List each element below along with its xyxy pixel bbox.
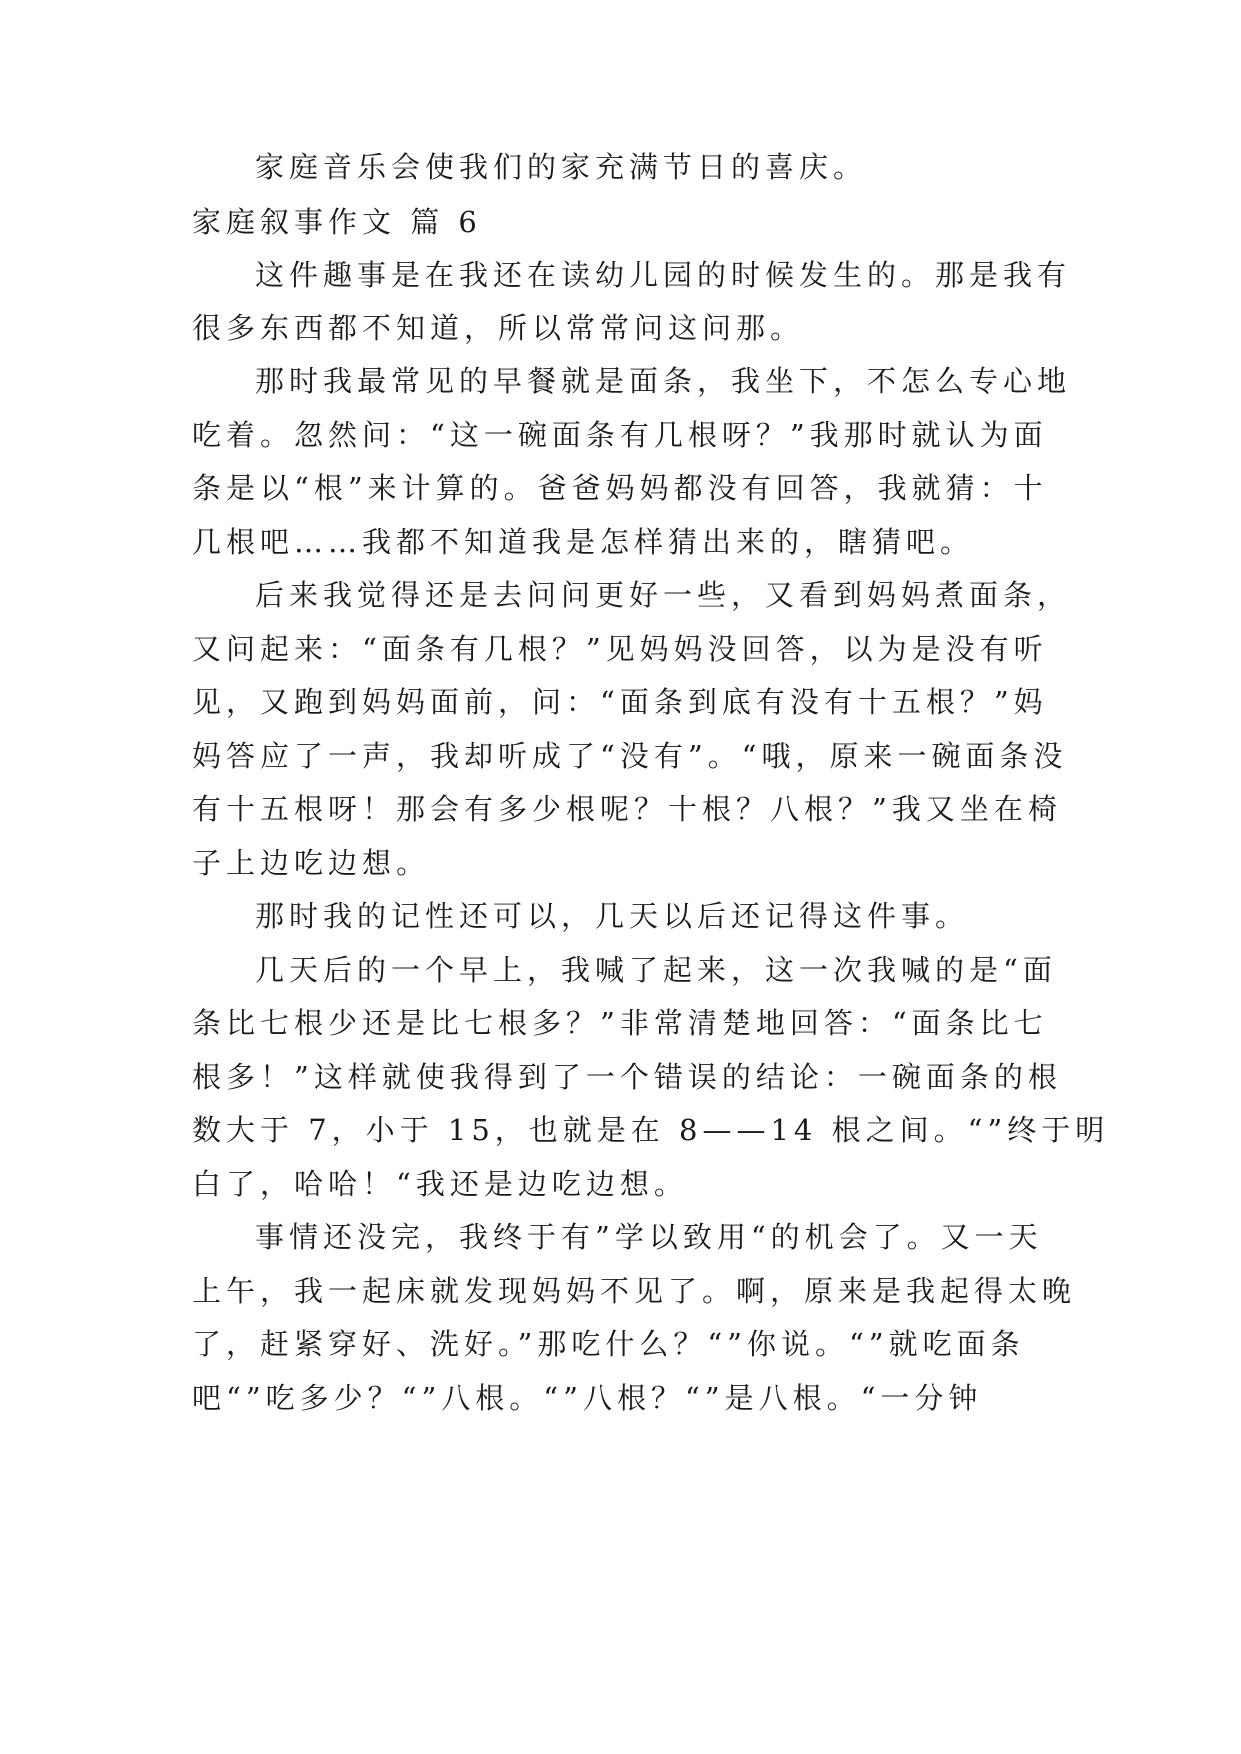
paragraph-line: 几天后的一个早上，我喊了起来，这一次我喊的是“面 [255, 953, 1057, 987]
paragraph-line: 很多东西都不知道，所以常常问这问那。 [192, 311, 805, 345]
paragraph-line: 又问起来：“面条有几根？”见妈妈没回答，以为是没有听 [192, 632, 1048, 666]
paragraph-line: 了，赶紧穿好、洗好。”那吃什么？“”你说。“”就吃面条 [192, 1327, 1025, 1361]
paragraph-line: 吃着。忽然问：“这一碗面条有几根呀？”我那时就认为面 [192, 418, 1048, 452]
paragraph-line: 后来我觉得还是去问问更好一些，又看到妈妈煮面条， [255, 578, 1072, 612]
paragraph-line: 条是以“根”来计算的。爸爸妈妈都没有回答，我就猜：十 [192, 471, 1048, 505]
paragraph-line: 吧“”吃多少？“”八根。“”八根？“”是八根。“一分钟 [192, 1381, 983, 1415]
paragraph-line: 子上边吃边想。 [192, 846, 431, 880]
paragraph-line: 条比七根少还是比七根多？”非常清楚地回答：“面条比七 [192, 1006, 1048, 1040]
paragraph-line: 家庭音乐会使我们的家充满节日的喜庆。 [255, 150, 868, 184]
paragraph-line: 上午，我一起床就发现妈妈不见了。啊，原来是我起得太晚 [192, 1274, 1077, 1308]
paragraph-line: 有十五根呀！那会有多少根呢？十根？八根？”我又坐在椅 [192, 792, 1062, 826]
paragraph-line: 根多！”这样就使我得到了一个错误的结论：一碗面条的根 [192, 1060, 1062, 1094]
paragraph-line: 数大于 7，小于 15，也就是在 8——14 根之间。“”终于明 [192, 1113, 1110, 1147]
paragraph-line: 那时我最常见的早餐就是面条，我坐下，不怎么专心地 [255, 364, 1072, 398]
paragraph-line: 事情还没完，我终于有”学以致用“的机会了。又一天 [255, 1220, 1043, 1254]
paragraph-line: 这件趣事是在我还在读幼儿园的时候发生的。那是我有 [255, 258, 1072, 292]
section-heading: 家庭叙事作文 篇 6 [192, 205, 482, 239]
paragraph-line: 白了，哈哈！“我还是边吃边想。 [192, 1167, 688, 1201]
paragraph-line: 那时我的记性还可以，几天以后还记得这件事。 [255, 899, 970, 933]
paragraph-line: 几根吧……我都不知道我是怎样猜出来的，瞎猜吧。 [192, 525, 975, 559]
paragraph-line: 妈答应了一声，我却听成了“没有”。“哦，原来一碗面条没 [192, 739, 1068, 773]
paragraph-line: 见，又跑到妈妈面前，问：“面条到底有没有十五根？”妈 [192, 685, 1048, 719]
